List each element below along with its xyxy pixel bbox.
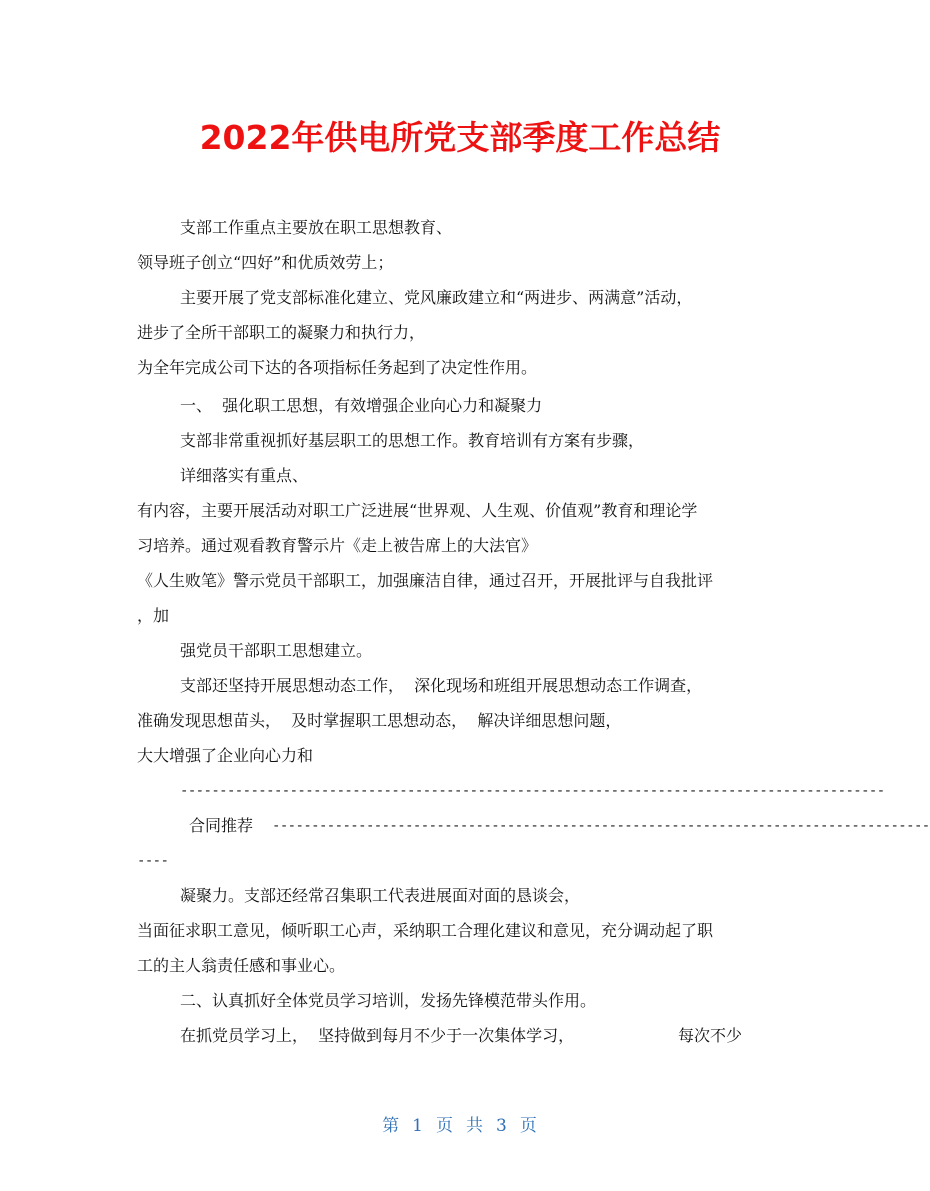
dashed-separator: ------------------------------------------------------------------------------------ (272, 818, 930, 834)
paragraph-line: 强党员干部职工思想建立。 (180, 641, 373, 660)
dashed-separator: ------------------------------------------------------------------------------------------ (180, 783, 885, 799)
paragraph-line: 领导班子创立“四好”和优质效劳上； (137, 253, 394, 272)
paragraph-line: 详细落实有重点、 (180, 466, 309, 485)
paragraph-line: 凝聚力。支部还经常召集职工代表进展面对面的恳谈会， (180, 886, 581, 905)
paragraph-line: 进步了全所干部职工的凝聚力和执行力， (137, 323, 426, 342)
paragraph-line: 支部非常重视抓好基层职工的思想工作。教育培训有方案有步骤， (180, 431, 645, 450)
paragraph-line: 支部还坚持开展思想动态工作， 深化现场和班组开展思想动态工作调查， (180, 676, 703, 695)
recommend-link[interactable]: 合同推荐 (189, 816, 254, 835)
paragraph-line: 大大增强了企业向心力和 (137, 746, 314, 765)
section-heading: 一、 强化职工思想，有效增强企业向心力和凝聚力 (180, 396, 543, 415)
paragraph-line: 《人生败笔》警示党员干部职工，加强廉洁自律，通过召开，开展批评与自我批评 (137, 571, 714, 590)
document-title: 2022年供电所党支部季度工作总结 (199, 118, 721, 157)
paragraph-line: 有内容，主要开展活动对职工广泛进展“世界观、人生观、价值观”教育和理论学 (137, 501, 698, 520)
dashed-separator: ---- (137, 853, 169, 869)
footer-current-page: 1 (412, 1116, 424, 1136)
footer-label-ye2: 页 (519, 1116, 538, 1136)
paragraph-line: 主要开展了党支部标准化建立、党风廉政建立和“两进步、两满意”活动， (180, 288, 693, 307)
paragraph-line: ，加 (137, 606, 170, 625)
paragraph-line: 工的主人翁责任感和事业心。 (137, 956, 346, 975)
paragraph-line: 为全年完成公司下达的各项指标任务起到了决定性作用。 (137, 358, 538, 377)
paragraph-line: 当面征求职工意见，倾听职工心声，采纳职工合理化建议和意见，充分调动起了职 (137, 921, 714, 940)
footer-label-ye: 页 (436, 1116, 454, 1136)
paragraph-line: 准确发现思想苗头， 及时掌握职工思想动态， 解决详细思想问题， (137, 711, 622, 730)
paragraph-line: 在抓党员学习上， 坚持做到每月不少于一次集体学习， (180, 1026, 575, 1045)
paragraph-line: 每次不少 (678, 1026, 743, 1045)
paragraph-line: 支部工作重点主要放在职工思想教育、 (180, 218, 453, 237)
footer-total-pages: 3 (496, 1116, 508, 1136)
footer-label-gong: 共 (466, 1116, 484, 1136)
footer-label-di: 第 (382, 1116, 401, 1136)
section-heading: 二、认真抓好全体党员学习培训，发扬先锋模范带头作用。 (180, 991, 597, 1010)
paragraph-line: 习培养。通过观看教育警示片《走上被告席上的大法官》 (137, 536, 538, 555)
page-footer (0, 1114, 920, 1138)
